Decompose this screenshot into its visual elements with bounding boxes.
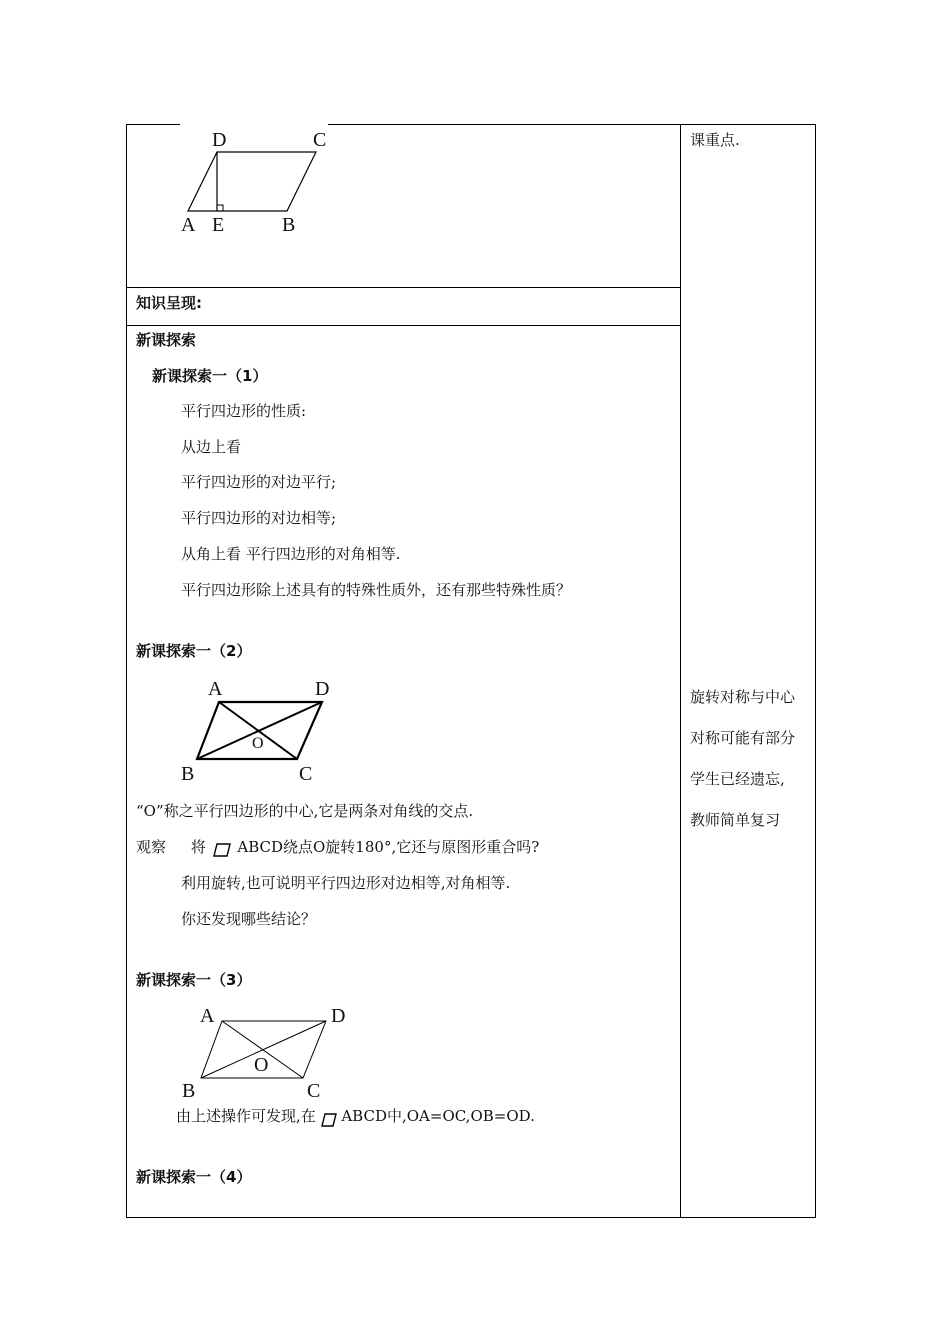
part1-line-4: 平行四边形的对边相等; (181, 509, 337, 527)
side-note-line-2: 对称可能有部分 (690, 729, 796, 747)
fig1-label-b: B (282, 214, 296, 236)
fig2-label-a: A (208, 678, 223, 700)
side-note-top: 课重点. (690, 131, 740, 149)
side-note-line-4: 教师简单复习 (690, 811, 781, 829)
fig3-label-c: C (307, 1080, 321, 1102)
fig3-label-b: B (182, 1080, 196, 1102)
fig3-label-o: O (254, 1054, 269, 1076)
part1-line-3: 平行四边形的对边平行; (181, 473, 337, 491)
fig2-label-c: C (299, 763, 313, 785)
conclusion-pre: 由上述操作可发现,在 (176, 1107, 316, 1125)
fig1-label-d: D (212, 129, 227, 151)
rotate-explanation: 利用旋转,也可说明平行四边形对边相等,对角相等. (181, 874, 511, 892)
fig3-label-a: A (200, 1005, 215, 1027)
observe-pre: 将 (190, 838, 206, 856)
part3-heading: 新课探索一（3） (136, 971, 252, 989)
part1-line-6: 平行四边形除上述具有的特殊性质外，还有那些特殊性质？ (181, 581, 572, 599)
fig1-label-e: E (212, 214, 225, 236)
fig1-label-c: C (313, 129, 327, 151)
part2-heading: 新课探索一（2） (136, 642, 252, 660)
part1-line-1: 平行四边形的性质: (181, 402, 307, 420)
center-definition: “O”称之平行四边形的中心,它是两条对角线的交点. (136, 802, 474, 820)
fig3-label-d: D (331, 1005, 346, 1027)
fig1-label-a: A (181, 214, 196, 236)
observe-label: 观察 (136, 838, 167, 856)
part1-line-2: 从边上看 (181, 438, 242, 456)
side-note-line-1: 旋转对称与中心 (690, 688, 796, 706)
knowledge-heading: 知识呈现: (136, 294, 202, 312)
part1-line-5: 从角上看 平行四边形的对角相等. (181, 545, 401, 563)
observe-post: ABCD绕点O旋转180°,它还与原图形重合吗? (237, 838, 540, 856)
part4-heading: 新课探索一（4） (136, 1168, 252, 1186)
side-note-line-3: 学生已经遗忘, (690, 770, 785, 788)
section-heading: 新课探索 (136, 331, 197, 349)
fig2-label-d: D (315, 678, 330, 700)
more-conclusions-question: 你还发现哪些结论？ (181, 910, 317, 928)
fig2-label-o: O (252, 735, 264, 752)
fig2-label-b: B (181, 763, 195, 785)
parallelogram-symbol-icon (321, 1113, 337, 1127)
conclusion-post: ABCD中,OA=OC,OB=OD. (341, 1107, 535, 1125)
part1-heading: 新课探索一（1） (152, 367, 268, 385)
part3-conclusion (176, 1106, 535, 1126)
